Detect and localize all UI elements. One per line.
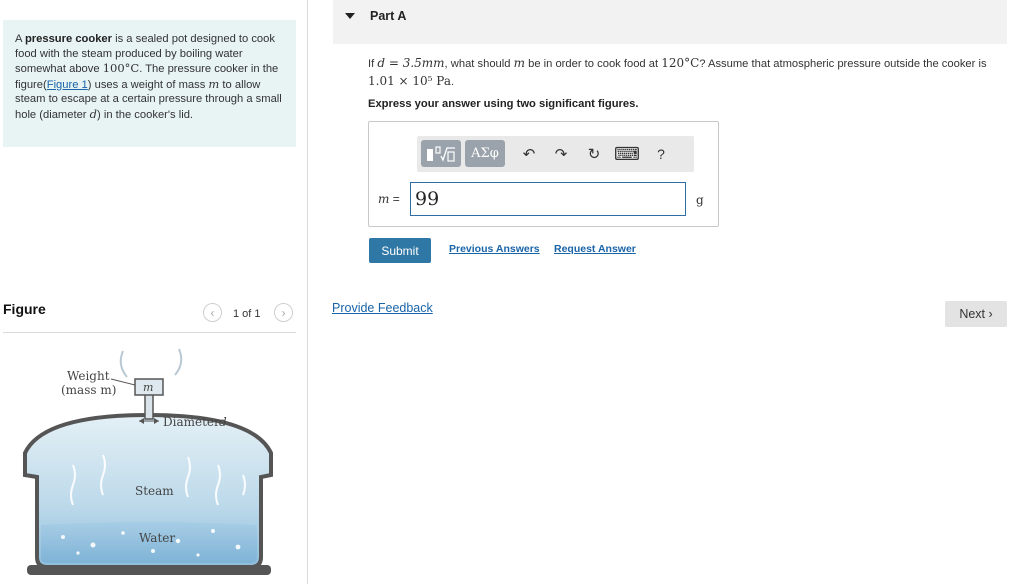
answer-unit: g: [696, 193, 704, 207]
chevron-left-icon: ‹: [210, 305, 215, 320]
intro-text: . The pressure cooker in the figure: [15, 63, 279, 91]
water-label: Water: [139, 531, 176, 545]
diameter-variable: d: [89, 106, 97, 121]
request-answer-link[interactable]: Request Answer: [554, 243, 636, 255]
target-temperature: 120°C: [661, 56, 700, 70]
chevron-right-icon: ›: [281, 305, 286, 320]
provide-feedback-link[interactable]: Provide Feedback: [332, 301, 433, 315]
mass-variable: m: [513, 56, 525, 70]
weight-m-label: m: [143, 381, 154, 394]
intro-bold-term: pressure cooker: [24, 33, 113, 45]
question-text: [368, 55, 1008, 91]
question-fragment: .: [451, 76, 455, 88]
symbols-button[interactable]: ΑΣφ: [465, 140, 505, 167]
steam-label: Steam: [135, 484, 174, 498]
answer-box: [368, 121, 719, 227]
submit-button[interactable]: Submit: [369, 238, 431, 263]
redo-icon[interactable]: ↷: [554, 146, 568, 163]
question-fragment: If: [368, 58, 378, 70]
figure-prev-button[interactable]: [203, 303, 222, 322]
weight-label: Weight: [67, 369, 110, 383]
figure-counter: 1 of 1: [233, 308, 261, 320]
intro-text: is a sealed pot designed to cook food with the steam produced by boiling water somewhat above: [15, 33, 275, 76]
intro-text: (: [43, 78, 47, 91]
part-header[interactable]: [333, 0, 1007, 44]
answer-variable-label: [378, 192, 400, 206]
mass-label: (mass m): [61, 383, 117, 397]
next-button[interactable]: Next ›: [945, 301, 1007, 327]
answer-input[interactable]: [410, 182, 686, 216]
help-icon[interactable]: ?: [657, 146, 665, 162]
undo-icon[interactable]: ↶: [522, 146, 536, 163]
reset-icon[interactable]: ↻: [587, 146, 601, 163]
template-icon: [424, 144, 458, 164]
answer-instruction: Express your answer using two significant figures.: [368, 98, 639, 110]
problem-intro: [3, 20, 296, 147]
question-fragment: be in order to cook food at: [524, 58, 662, 70]
math-toolbar: [417, 136, 694, 172]
figure-link[interactable]: Figure 1: [46, 78, 88, 91]
intro-text: ) uses a weight of mass: [87, 78, 209, 91]
pressure-cooker-figure: [3, 345, 296, 584]
figure-title: Figure: [3, 301, 46, 317]
caret-down-icon: [345, 13, 355, 19]
pot-base: [27, 565, 271, 575]
figure-next-button[interactable]: [274, 303, 293, 322]
atmospheric-pressure: 1.01 × 10⁵ Pa: [368, 74, 451, 88]
valve-stem: [145, 393, 153, 419]
intro-text: A: [15, 33, 25, 45]
question-fragment: , what should: [444, 58, 514, 70]
mass-variable: m: [208, 76, 220, 91]
intro-text: to allow steam to escape at a certain pressure through a small hole (diameter: [15, 78, 282, 121]
previous-answers-link[interactable]: Previous Answers: [449, 243, 540, 255]
question-fragment: ? Assume that atmospheric pressure outside the cooker is: [699, 58, 987, 70]
intro-text: ) in the cooker's lid.: [97, 108, 194, 121]
keyboard-icon[interactable]: ⌨: [614, 143, 640, 164]
left-pane: [0, 0, 307, 584]
diameter-value: d = 3.5mm: [377, 56, 445, 70]
templates-button[interactable]: [421, 140, 461, 167]
figure-header: [3, 298, 296, 333]
answer-variable: m: [378, 192, 390, 206]
intro-temperature: 100°C: [102, 61, 140, 76]
diameter-d-label: d: [219, 415, 227, 429]
pane-divider: [307, 0, 308, 584]
equals-sign: =: [389, 192, 400, 206]
diameter-label: Diameter: [163, 415, 220, 429]
escaping-steam: [121, 349, 182, 377]
part-title: Part A: [370, 9, 407, 23]
